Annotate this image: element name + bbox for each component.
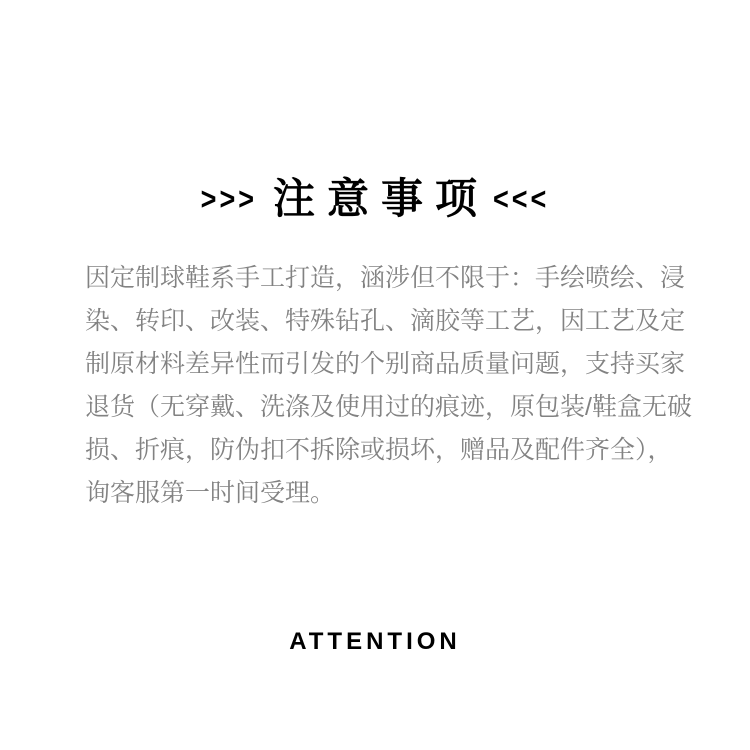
- notice-paragraph: [85, 257, 692, 515]
- notice-line: 染、转印、改装、特殊钻孔、滴胶等工艺，因工艺及定: [85, 307, 686, 335]
- notice-line: 损、折痕，防伪扣不拆除或损坏，赠品及配件齐全），: [85, 436, 673, 464]
- notice-line: 询客服第一时间受理。: [85, 479, 336, 507]
- title-arrows-left-icon: >>>: [200, 181, 257, 216]
- footer-attention-label: ATTENTION: [289, 628, 461, 655]
- page-title: [0, 175, 750, 222]
- title-arrows-right-icon: <<<: [493, 181, 550, 216]
- page-title-text: 注意事项: [272, 175, 489, 222]
- notice-line: 因定制球鞋系手工打造，涵涉但不限于：手绘喷绘、浸: [85, 264, 686, 292]
- notice-line: 退货（无穿戴、洗涤及使用过的痕迹，原包装/鞋盒无破: [85, 393, 692, 421]
- notice-line: 制原材料差异性而引发的个别商品质量问题，支持买家: [85, 350, 686, 378]
